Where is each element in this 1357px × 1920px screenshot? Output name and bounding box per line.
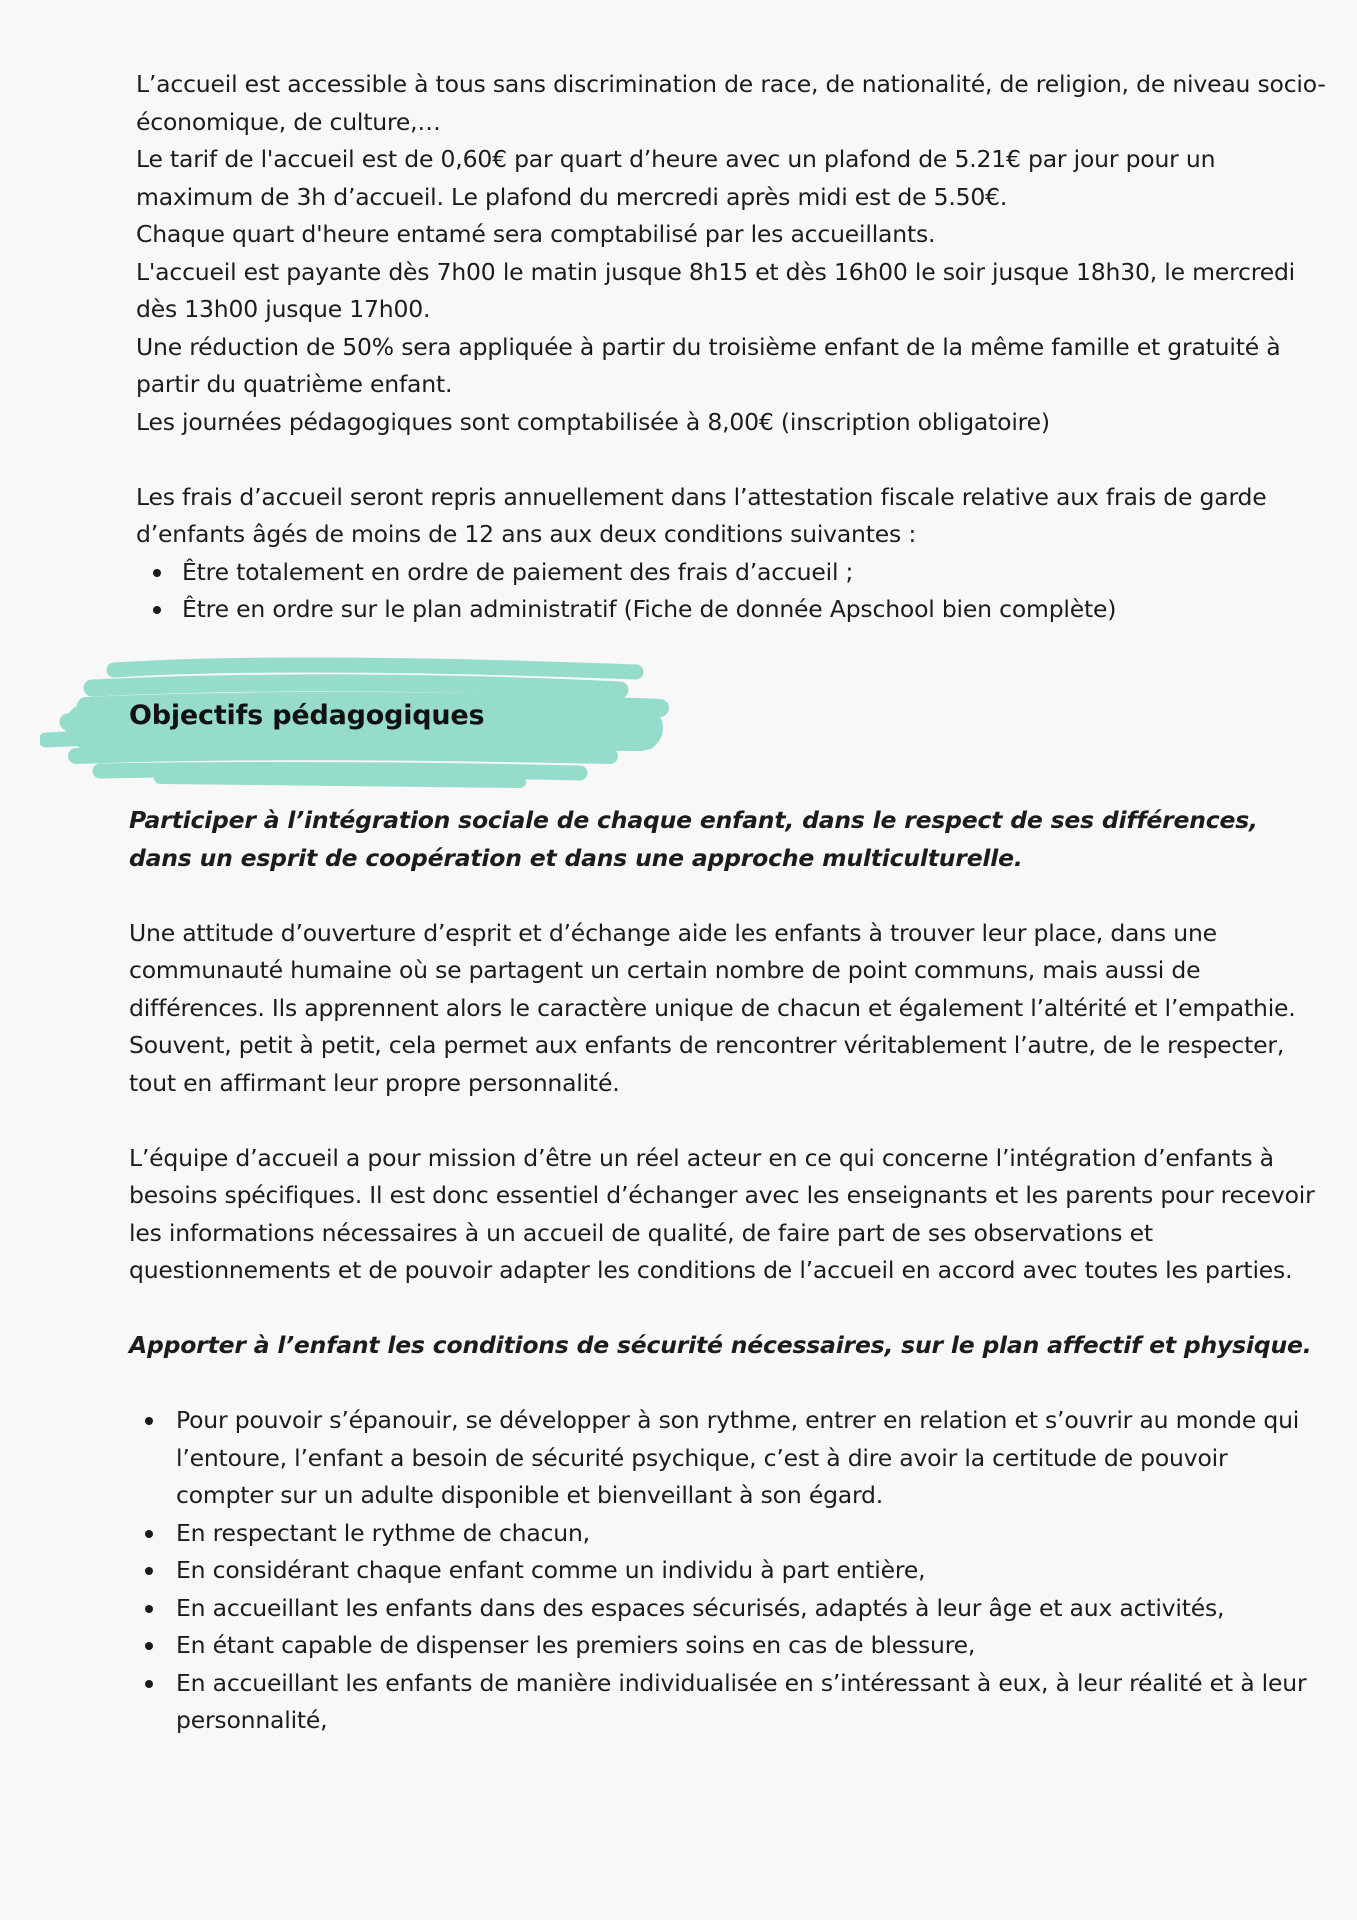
list-item: Être en ordre sur le plan administratif (Fiche de donnée Apschool bien complète) bbox=[136, 591, 1326, 629]
conditions-list bbox=[136, 554, 1326, 629]
spacer bbox=[129, 877, 1327, 915]
quarter-hour-paragraph: Chaque quart d'heure entamé sera comptabilisé par les accueillants. bbox=[136, 220, 936, 248]
objectives-section bbox=[129, 802, 1327, 1740]
spacer bbox=[129, 1365, 1327, 1403]
list-item: En considérant chaque enfant comme un individu à part entière, bbox=[129, 1552, 1327, 1590]
objective-integration: Participer à l’intégration sociale de chaque enfant, dans le respect de ses différences, dans un esprit de coopération et dans une approche multiculturelle. bbox=[129, 806, 1258, 872]
team-mission-paragraph: L’équipe d’accueil a pour mission d’être un réel acteur en ce qui concerne l’intégration d’enfants à besoins spécifiques. Il est donc essentiel d’échanger avec les enseignants et les parents pour recevoir les informations nécessaires à un accueil de qualité, de faire part de ses observations et questionnements et de pouvoir adapter les conditions de l’accueil en accord avec toutes les parties. bbox=[129, 1143, 1315, 1284]
reduction-paragraph: Une réduction de 50% sera appliquée à partir du troisième enfant de la même famille et gratuité à partir du quatrième enfant. bbox=[136, 332, 1281, 398]
list-item: En étant capable de dispenser les premiers soins en cas de blessure, bbox=[129, 1627, 1327, 1665]
intro-section bbox=[136, 66, 1326, 629]
list-item: En accueillant les enfants de manière individualisée en s’intéressant à eux, à leur réalité et à leur personnalité, bbox=[129, 1665, 1327, 1740]
spacer bbox=[129, 1290, 1327, 1328]
list-item: Être totalement en ordre de paiement des frais d’accueil ; bbox=[136, 554, 1326, 592]
spacer bbox=[129, 1102, 1327, 1140]
hours-paragraph: L'accueil est payante dès 7h00 le matin jusque 8h15 et dès 16h00 le soir jusque 18h30, le mercredi dès 13h00 jusque 17h00. bbox=[136, 257, 1296, 323]
section-title: Objectifs pédagogiques bbox=[129, 700, 485, 731]
rate-paragraph: Le tarif de l'accueil est de 0,60€ par quart d’heure avec un plafond de 5.21€ par jour pour un maximum de 3h d’accueil. Le plafond du mercredi après midi est de 5.50€. bbox=[136, 145, 1216, 211]
tax-certificate-paragraph: Les frais d’accueil seront repris annuellement dans l’attestation fiscale relative aux frais de garde d’enfants âgés de moins de 12 ans aux deux conditions suivantes : bbox=[136, 482, 1267, 548]
openness-paragraph: Une attitude d’ouverture d’esprit et d’échange aide les enfants à trouver leur place, dans une communauté humaine où se partagent un certain nombre de point communs, mais aussi de différences. Ils apprennent alors le caractère unique de chacun et également l’altérité et l’empathie. Souvent, petit à petit, cela permet aux enfants de rencontrer véritablement l’autre, de le respecter, tout en affirmant leur propre personnalité. bbox=[129, 918, 1296, 1097]
list-item: En respectant le rythme de chacun, bbox=[129, 1515, 1327, 1553]
spacer bbox=[136, 441, 1326, 479]
access-paragraph: L’accueil est accessible à tous sans discrimination de race, de nationalité, de religion, de niveau socio-économique, de culture,… bbox=[136, 70, 1326, 136]
list-item: Pour pouvoir s’épanouir, se développer à son rythme, entrer en relation et s’ouvrir au monde qui l’entoure, l’enfant a besoin de sécurité psychique, c’est à dire avoir la certitude de pouvoir compter sur un adulte disponible et bienveillant à son égard. bbox=[129, 1402, 1327, 1515]
security-list bbox=[129, 1402, 1327, 1740]
list-item: En accueillant les enfants dans des espaces sécurisés, adaptés à leur âge et aux activités, bbox=[129, 1590, 1327, 1628]
section-heading bbox=[40, 656, 680, 792]
pedagogical-days-paragraph: Les journées pédagogiques sont comptabilisée à 8,00€ (inscription obligatoire) bbox=[136, 407, 1050, 436]
objective-security: Apporter à l’enfant les conditions de sécurité nécessaires, sur le plan affectif et physique. bbox=[129, 1331, 1312, 1359]
